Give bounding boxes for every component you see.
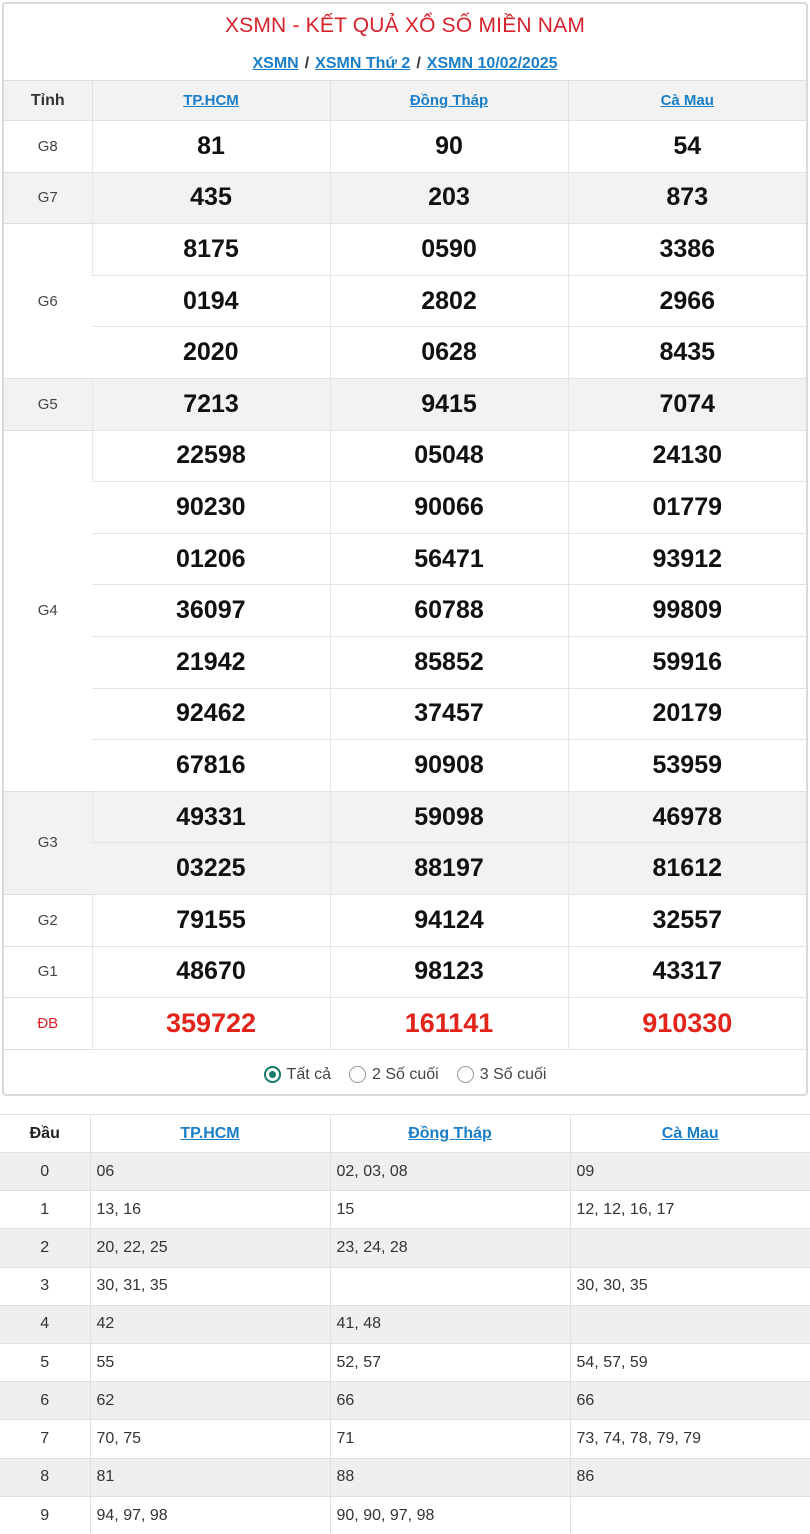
dau-header-ca-mau [570,1115,810,1153]
dau-values: 09 [570,1153,810,1191]
dau-values: 12, 12, 16, 17 [570,1191,810,1229]
prize-number: 60788 [330,585,568,637]
dau-values: 71 [330,1420,570,1458]
dau-column-label: Đầu [0,1115,90,1153]
dau-digit: 6 [0,1382,90,1420]
radio-selected-icon[interactable] [264,1066,281,1083]
prize-number: 7213 [92,378,330,430]
prize-number: 54 [568,121,806,173]
dau-values: 41, 48 [330,1305,570,1343]
prize-number: 0194 [92,275,330,327]
filter-all[interactable] [264,1066,331,1084]
dau-row [0,1420,810,1458]
results-table [4,80,806,1050]
prize-number: 99809 [568,585,806,637]
province-header-ca-mau [568,81,806,121]
prize-row [4,791,806,843]
prize-number: 37457 [330,688,568,740]
prize-label: G4 [4,430,92,791]
dau-table [0,1114,810,1534]
prize-row [4,275,806,327]
province-link-dong-thap[interactable]: Đồng Tháp [409,91,489,109]
special-prize-number: 161141 [330,998,568,1050]
prize-row [4,378,806,430]
dau-province-link-ca-mau[interactable]: Cà Mau [661,1124,719,1142]
breadcrumb-xsmn-date[interactable]: XSMN 10/02/2025 [426,55,558,72]
prize-label: G6 [4,224,92,379]
special-prize-number: 359722 [92,998,330,1050]
results-body [4,121,806,1050]
dau-values: 62 [90,1382,330,1420]
prize-number: 56471 [330,533,568,585]
province-column-label: Tỉnh [4,81,92,121]
dau-values: 23, 24, 28 [330,1229,570,1267]
prize-number: 873 [568,172,806,224]
dau-province-link-dong-thap[interactable]: Đồng Tháp [408,1124,492,1142]
dau-values: 90, 90, 97, 98 [330,1496,570,1534]
special-prize-number: 910330 [568,998,806,1050]
prize-row [4,172,806,224]
prize-number: 03225 [92,843,330,895]
dau-values: 13, 16 [90,1191,330,1229]
prize-number: 49331 [92,791,330,843]
prize-number: 01779 [568,482,806,534]
prize-row [4,998,806,1050]
dau-row [0,1343,810,1381]
prize-number: 05048 [330,430,568,482]
prize-row [4,688,806,740]
prize-number: 90066 [330,482,568,534]
prize-number: 01206 [92,533,330,585]
prize-number: 2802 [330,275,568,327]
dau-digit: 4 [0,1305,90,1343]
dau-values: 70, 75 [90,1420,330,1458]
prize-label: G2 [4,894,92,946]
prize-number: 48670 [92,946,330,998]
dau-values: 30, 30, 35 [570,1267,810,1305]
prize-number: 88197 [330,843,568,895]
dau-values: 73, 74, 78, 79, 79 [570,1420,810,1458]
prize-row [4,327,806,379]
dau-values: 66 [330,1382,570,1420]
prize-row [4,740,806,792]
filter-last-3-label: 3 Số cuối [479,1065,547,1083]
dau-header-dong-thap [330,1115,570,1153]
dau-row [0,1191,810,1229]
dau-values: 52, 57 [330,1343,570,1381]
page-title: XSMN - KẾT QUẢ XỔ SỐ MIỀN NAM [224,14,586,37]
dau-province-link-tphcm[interactable]: TP.HCM [180,1124,240,1142]
dau-digit: 0 [0,1153,90,1191]
prize-number: 0590 [330,224,568,276]
dau-values: 54, 57, 59 [570,1343,810,1381]
prize-label: G7 [4,172,92,224]
prize-row [4,224,806,276]
prize-row [4,430,806,482]
dau-header-row [0,1115,810,1153]
prize-label: G5 [4,378,92,430]
dau-row [0,1496,810,1534]
prize-number: 43317 [568,946,806,998]
prize-number: 7074 [568,378,806,430]
dau-row [0,1153,810,1191]
dau-values: 30, 31, 35 [90,1267,330,1305]
breadcrumb-separator: / [304,55,310,72]
dau-values: 94, 97, 98 [90,1496,330,1534]
breadcrumb [4,48,806,80]
dau-row [0,1382,810,1420]
dau-values: 42 [90,1305,330,1343]
dau-values: 02, 03, 08 [330,1153,570,1191]
province-link-tphcm[interactable]: TP.HCM [183,91,239,109]
dau-row [0,1305,810,1343]
prize-label: G1 [4,946,92,998]
results-card [2,2,808,1096]
prize-row [4,894,806,946]
digit-filter [4,1050,806,1096]
prize-row [4,636,806,688]
dau-values: 06 [90,1153,330,1191]
prize-label: ĐB [4,998,92,1050]
dau-values: 86 [570,1458,810,1496]
province-link-ca-mau[interactable]: Cà Mau [660,91,714,109]
prize-number: 203 [330,172,568,224]
province-header-tphcm [92,81,330,121]
prize-row [4,585,806,637]
dau-values: 66 [570,1382,810,1420]
prize-number: 435 [92,172,330,224]
breadcrumb-separator: / [416,55,421,72]
dau-row [0,1458,810,1496]
dau-digit: 1 [0,1191,90,1229]
prize-number: 93912 [568,533,806,585]
dau-row [0,1267,810,1305]
dau-body [0,1153,810,1534]
dau-digit: 3 [0,1267,90,1305]
prize-number: 32557 [568,894,806,946]
dau-digit: 7 [0,1420,90,1458]
prize-number: 20179 [568,688,806,740]
dau-values [330,1267,570,1305]
prize-number: 85852 [330,636,568,688]
filter-last-2[interactable] [349,1066,439,1084]
radio-icon[interactable] [349,1066,366,1083]
prize-number: 67816 [92,740,330,792]
filter-last-3[interactable] [457,1066,547,1084]
prize-number: 94124 [330,894,568,946]
prize-number: 9415 [330,378,568,430]
prize-row [4,533,806,585]
dau-values: 55 [90,1343,330,1381]
prize-row [4,482,806,534]
dau-digit: 9 [0,1496,90,1534]
prize-number: 79155 [92,894,330,946]
prize-number: 90 [330,121,568,173]
dau-header-tphcm [90,1115,330,1153]
dau-section [0,1114,810,1534]
breadcrumb-xsmn-thu2[interactable]: XSMN Thứ 2 [315,55,411,72]
filter-all-label: Tất cả [286,1065,332,1083]
results-header-row [4,81,806,121]
dau-row [0,1229,810,1267]
prize-number: 59098 [330,791,568,843]
prize-number: 81612 [568,843,806,895]
dau-values: 88 [330,1458,570,1496]
prize-number: 2966 [568,275,806,327]
dau-digit: 5 [0,1343,90,1381]
prize-number: 3386 [568,224,806,276]
breadcrumb-xsmn[interactable]: XSMN [252,55,299,72]
prize-number: 22598 [92,430,330,482]
dau-values: 20, 22, 25 [90,1229,330,1267]
dau-digit: 8 [0,1458,90,1496]
prize-row [4,946,806,998]
dau-values [570,1229,810,1267]
prize-row [4,843,806,895]
prize-number: 8175 [92,224,330,276]
dau-values: 15 [330,1191,570,1229]
prize-number: 53959 [568,740,806,792]
radio-icon[interactable] [457,1066,474,1083]
prize-number: 90230 [92,482,330,534]
prize-row [4,121,806,173]
dau-digit: 2 [0,1229,90,1267]
dau-values [570,1305,810,1343]
prize-number: 46978 [568,791,806,843]
prize-number: 92462 [92,688,330,740]
prize-number: 21942 [92,636,330,688]
prize-number: 98123 [330,946,568,998]
prize-number: 24130 [568,430,806,482]
prize-number: 0628 [330,327,568,379]
province-header-dong-thap [330,81,568,121]
prize-number: 36097 [92,585,330,637]
prize-number: 81 [92,121,330,173]
prize-number: 8435 [568,327,806,379]
filter-last-2-label: 2 Số cuối [372,1065,439,1083]
dau-values: 81 [90,1458,330,1496]
prize-number: 2020 [92,327,330,379]
dau-values [570,1496,810,1534]
prize-label: G8 [4,121,92,173]
prize-number: 90908 [330,740,568,792]
prize-label: G3 [4,791,92,894]
prize-number: 59916 [568,636,806,688]
